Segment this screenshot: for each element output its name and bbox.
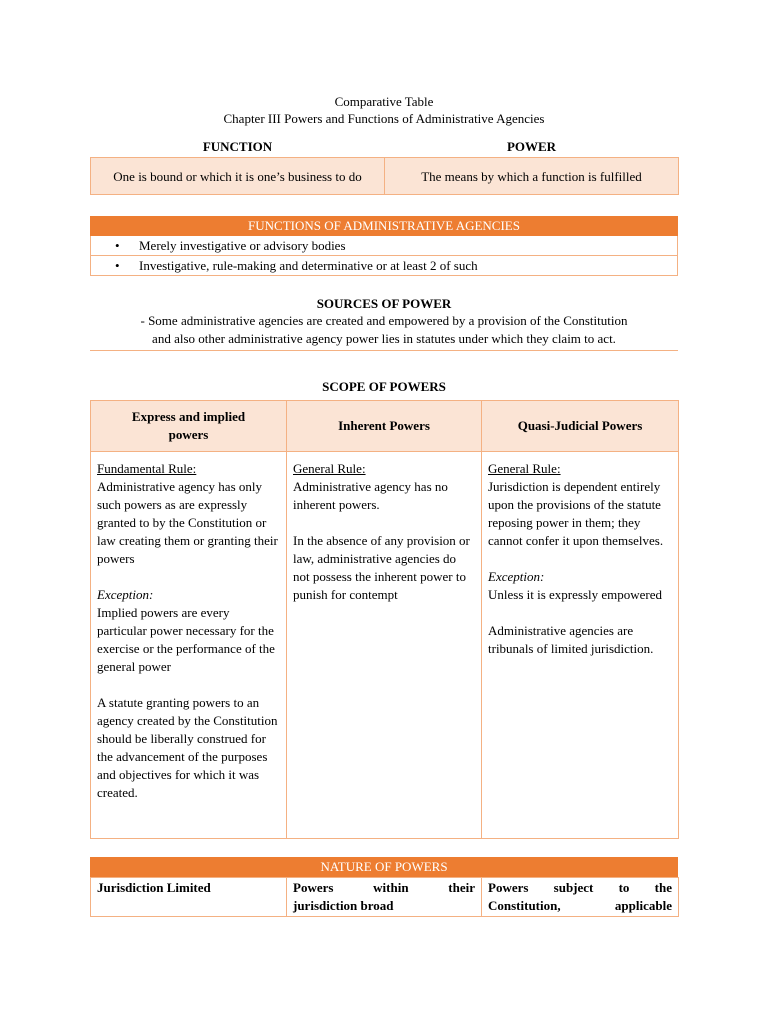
functions-header: FUNCTIONS OF ADMINISTRATIVE AGENCIES (90, 216, 678, 236)
scope-header-inherent: Inherent Powers (287, 401, 482, 452)
nature-cell-powers-subject: Powers subject to the Constitution, applicable (482, 878, 679, 917)
power-header: POWER (506, 139, 557, 154)
scope-table (90, 400, 679, 839)
list-item: • Merely investigative or advisory bodies (91, 236, 678, 256)
scope-cell-inherent: General Rule: Administrative agency has no inherent powers. In the absence of any provision or law, administrative agencies do not possess the inherent power to punish for contempt (287, 452, 482, 839)
nature-cell-jurisdiction: Jurisdiction Limited (91, 878, 287, 917)
nature-header: NATURE OF POWERS (90, 857, 678, 877)
function-power-table (90, 136, 679, 195)
scope-cell-quasi: General Rule: Jurisdiction is dependent entirely upon the provisions of the statute reposing power in them; they cannot confer it upon themselves. Exception: Unless it is expressly empowered Administrative agencies are tribunals of limited jurisdiction. (482, 452, 679, 839)
functions-list (90, 236, 678, 276)
nature-cell-powers-broad: Powers within their jurisdiction broad (287, 878, 482, 917)
list-item: • Investigative, rule-making and determinative or at least 2 of such (91, 256, 678, 276)
scope-title: SCOPE OF POWERS (322, 379, 446, 394)
document-page (90, 93, 678, 917)
scope-header-express: Express and implied powers (91, 401, 287, 452)
power-definition: The means by which a function is fulfilled (385, 158, 679, 195)
function-definition: One is bound or which it is one’s business to do (91, 158, 385, 195)
doc-subtitle: Chapter III Powers and Functions of Administrative Agencies (223, 111, 545, 126)
nature-row (90, 877, 679, 917)
sources-title: SOURCES OF POWER (316, 296, 452, 311)
scope-header-quasi: Quasi-Judicial Powers (482, 401, 679, 452)
bullet-icon: • (115, 258, 120, 273)
function-header: FUNCTION (202, 139, 273, 154)
doc-title: Comparative Table (334, 94, 434, 109)
sources-text: - Some administrative agencies are created and empowered by a provision of the Constitution and also other administrative agency power lies in statutes under which they claim to act. (90, 312, 678, 351)
bullet-icon: • (115, 238, 120, 253)
nature-table (90, 857, 678, 877)
scope-cell-express: Fundamental Rule: Administrative agency has only such powers as are expressly granted to by the Constitution or law creating them or granting their powers Exception: Implied powers are every particular power necessary for the exercise or the performance of the general power A statute granting powers to an agency created by the Constitution should be liberally construed for the advancement of the purposes and objectives for which it was created. (91, 452, 287, 839)
functions-table (90, 216, 678, 236)
